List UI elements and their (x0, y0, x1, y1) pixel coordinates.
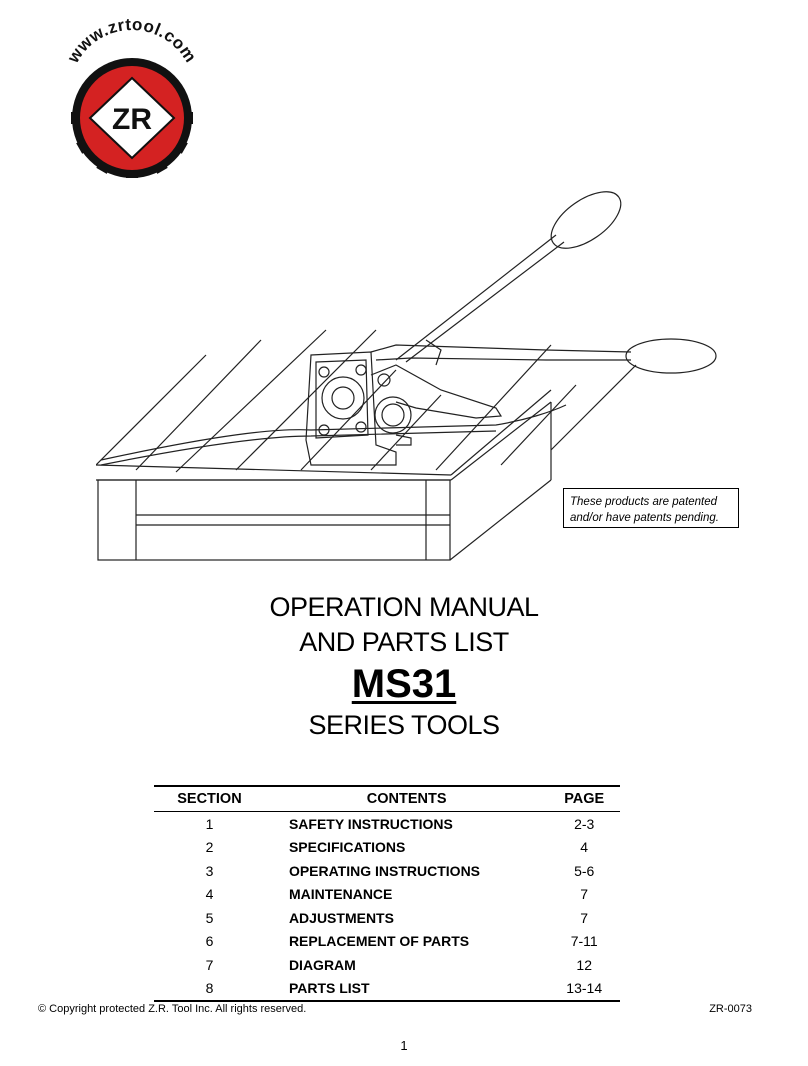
table-row (154, 977, 620, 1002)
section-page: 12 (576, 956, 592, 973)
section-page: 2-3 (574, 815, 595, 832)
table-row (154, 859, 620, 883)
table-row (154, 906, 620, 930)
section-number: 3 (205, 862, 214, 879)
title-line-2: AND PARTS LIST (299, 627, 509, 657)
section-page: 5-6 (574, 862, 595, 879)
model-name: MS31 (351, 662, 457, 706)
page-number: 1 (400, 1038, 408, 1053)
header-page: PAGE (548, 786, 620, 812)
section-title: SPECIFICATIONS (288, 839, 406, 856)
section-number: 8 (154, 977, 265, 1002)
section-number: 2 (205, 839, 214, 856)
title-line-1: OPERATION MANUAL (269, 592, 539, 622)
logo-url-text: www.zrtool.com (63, 18, 201, 67)
section-title: DIAGRAM (288, 956, 356, 973)
title-line-3: SERIES TOOLS (308, 710, 500, 740)
section-number: 1 (205, 815, 214, 832)
contents-header-row (154, 786, 620, 812)
section-number: 7 (205, 956, 214, 973)
section-number: 4 (205, 886, 214, 903)
patent-notice-line-1: These products are patented (570, 496, 718, 508)
table-row (154, 930, 620, 954)
section-page: 7 (580, 886, 589, 903)
header-contents: CONTENTS (265, 786, 548, 812)
section-title: SAFETY INSTRUCTIONS (288, 815, 453, 832)
section-title: OPERATING INSTRUCTIONS (288, 862, 481, 879)
table-row (154, 953, 620, 977)
section-page: 7-11 (570, 933, 598, 950)
section-page: 13-14 (548, 977, 620, 1002)
section-title: ADJUSTMENTS (288, 909, 394, 926)
logo-brand-text: ZR (112, 103, 152, 136)
patent-notice-line-2: and/or have patents pending. (570, 512, 719, 524)
patent-notice-box (563, 488, 739, 528)
document-code: ZR-0073 (709, 1003, 752, 1015)
section-title: REPLACEMENT OF PARTS (288, 933, 470, 950)
section-page: 4 (580, 839, 589, 856)
table-row (154, 836, 620, 860)
copyright-notice: © Copyright protected Z.R. Tool Inc. All rights reserved. (38, 1003, 307, 1015)
header-section: SECTION (154, 786, 265, 812)
section-title: MAINTENANCE (288, 886, 393, 903)
model-title (0, 662, 808, 707)
zr-tool-logo (52, 18, 212, 178)
table-row (154, 883, 620, 907)
table-row (154, 812, 620, 836)
section-title: PARTS LIST (265, 977, 548, 1002)
contents-table (154, 785, 620, 1002)
section-number: 5 (205, 909, 214, 926)
section-number: 6 (205, 933, 214, 950)
section-page: 7 (580, 909, 589, 926)
